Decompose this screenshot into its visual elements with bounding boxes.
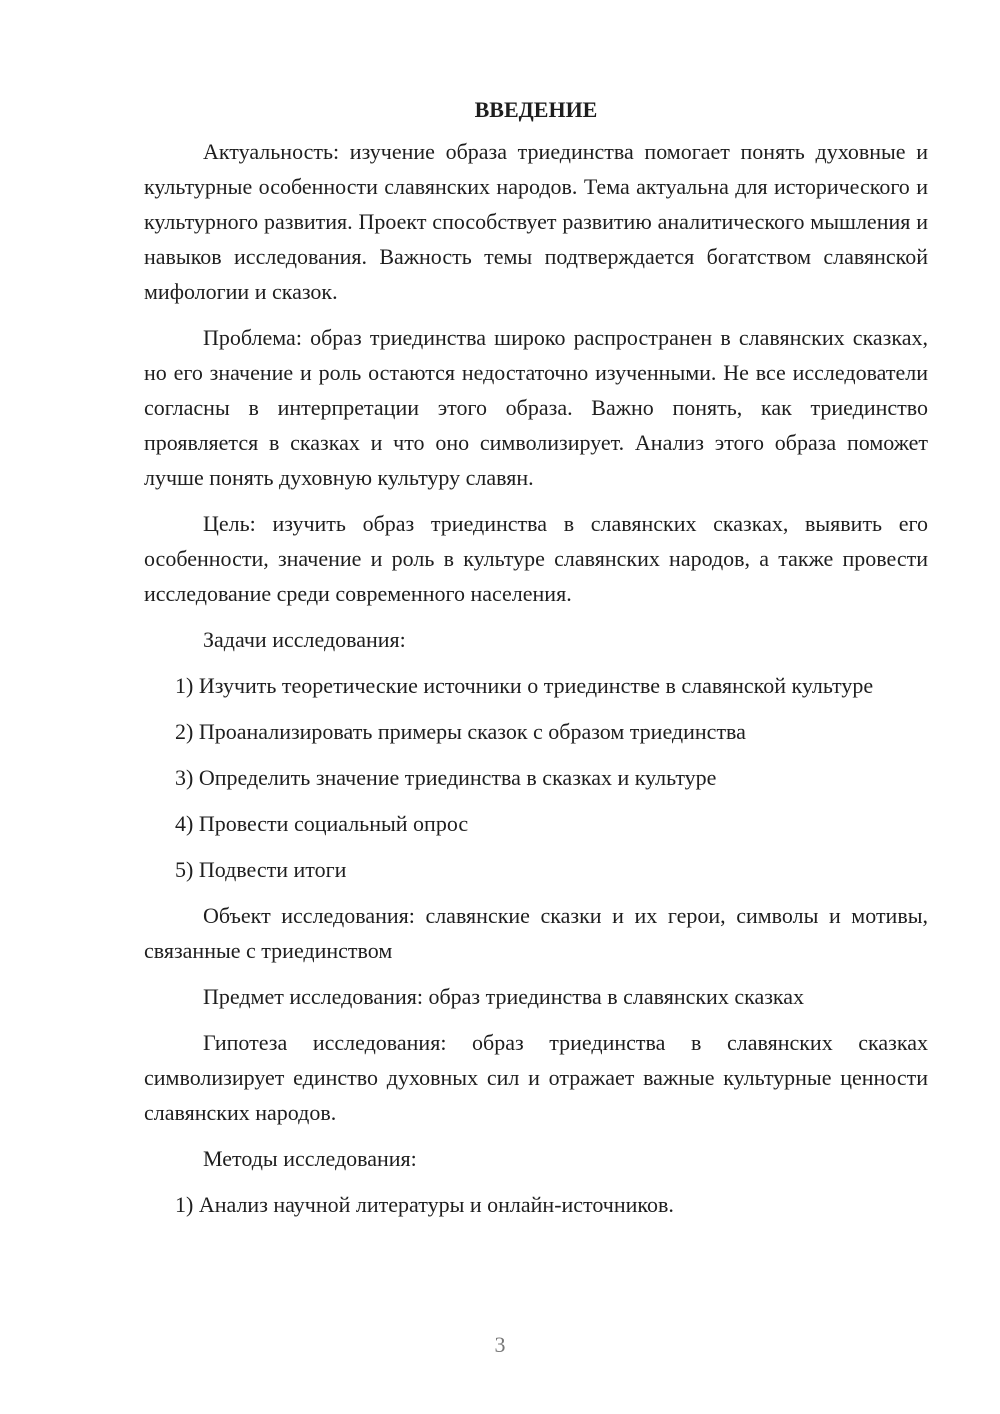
subject-paragraph: Предмет исследования: образ триединства в славянских сказках [203,984,805,1009]
page-number: 3 [494,1332,506,1357]
tasks-heading: Задачи исследования: [203,627,406,652]
methods-list [144,1187,928,1222]
page-title: ВВЕДЕНИЕ [474,97,598,122]
list-item: 1) Изучить теоретические источники о триединстве в славянской культуре [175,673,874,698]
document-page [144,92,928,1233]
relevance-paragraph: Актуальность: изучение образа триединства помогает понять духовные и культурные особенности славянских народов. Тема актуальна для исторического и культурного развития. Проект способствует развитию аналитического мышления и навыков исследования. Важность темы подтверждается богатством славянской мифологии и сказок. [144,139,928,304]
list-item: 2) Проанализировать примеры сказок с образом триединства [175,719,746,744]
list-item: 4) Провести социальный опрос [175,811,469,836]
tasks-list [144,668,928,887]
problem-paragraph: Проблема: образ триединства широко распространен в славянских сказках, но его значение и роль остаются недостаточно изученными. Не все исследователи согласны в интерпретации этого образа. Важно понять, как триединство проявляется в сказках и что оно символизирует. Анализ этого образа поможет лучше понять духовную культуру славян. [144,325,928,490]
object-paragraph: Объект исследования: славянские сказки и их герои, символы и мотивы, связанные с триединством [144,903,928,963]
list-item: 1) Анализ научной литературы и онлайн-источников. [175,1192,674,1217]
hypothesis-paragraph: Гипотеза исследования: образ триединства в славянских сказках символизирует единство духовных сил и отражает важные культурные ценности славянских народов. [144,1030,928,1125]
list-item: 3) Определить значение триединства в сказках и культуре [175,765,717,790]
methods-heading: Методы исследования: [203,1146,417,1171]
list-item: 5) Подвести итоги [175,857,347,882]
goal-paragraph: Цель: изучить образ триединства в славянских сказках, выявить его особенности, значение и роль в культуре славянских народов, а также провести исследование среди современного населения. [144,511,928,606]
